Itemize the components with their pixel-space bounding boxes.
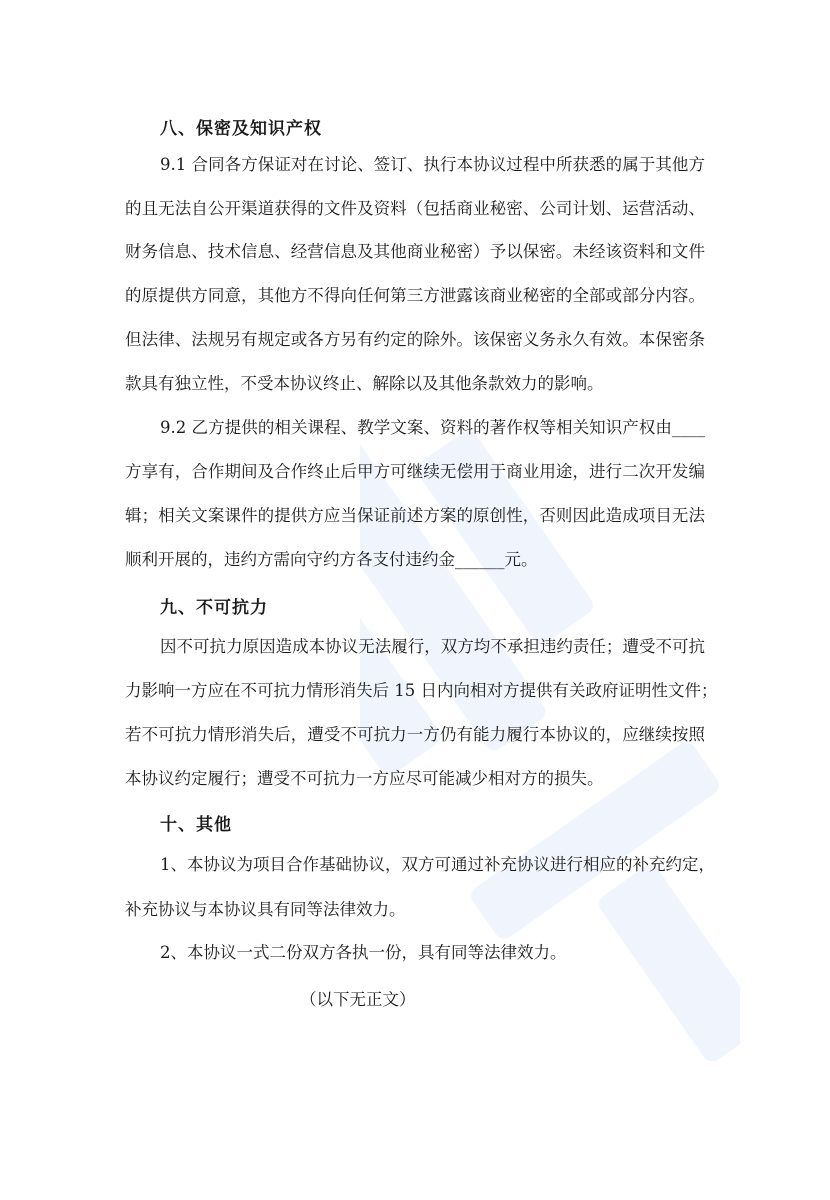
paragraph-line: 因不可抗力原因造成本协议无法履行，双方均不承担违约责任；遭受不可抗 — [160, 637, 705, 656]
section-heading-confidentiality: 八、保密及知识产权 — [160, 119, 322, 139]
paragraph-line: 顺利开展的，违约方需向守约方各支付违约金______元。 — [125, 550, 538, 569]
paragraph-line: 2、本协议一式二份双方各执一份，具有同等法律效力。 — [160, 943, 567, 962]
paragraph-line: 力影响一方应在不可抗力情形消失后 15 日内向相对方提供有关政府证明性文件； — [125, 681, 718, 700]
paragraph-line: 但法律、法规另有规定或各方另有约定的除外。该保密义务永久有效。本保密条 — [125, 330, 705, 349]
paragraph-line: 补充协议与本协议具有同等法律效力。 — [125, 900, 406, 919]
paragraph-line: 的且无法自公开渠道获得的文件及资料（包括商业秘密、公司计划、运营活动、 — [125, 199, 705, 218]
end-of-text-note: （以下无正文） — [300, 990, 416, 1009]
paragraph-line: 1、本协议为项目合作基础协议，双方可通过补充协议进行相应的补充约定， — [160, 855, 715, 874]
paragraph-line: 若不可抗力情形消失后，遭受不可抗力一方仍有能力履行本协议的，应继续按照 — [125, 725, 705, 744]
paragraph-line: 财务信息、技术信息、经营信息及其他商业秘密）予以保密。未经该资料和文件 — [125, 242, 705, 261]
paragraph-line: 方享有，合作期间及合作终止后甲方可继续无偿用于商业用途，进行二次开发编 — [125, 462, 705, 481]
section-heading-other: 十、其他 — [160, 815, 232, 835]
paragraph-line: 本协议约定履行；遭受不可抗力一方应尽可能减少相对方的损失。 — [125, 769, 604, 788]
paragraph-line: 的原提供方同意，其他方不得向任何第三方泄露该商业秘密的全部或部分内容。 — [125, 286, 705, 305]
paragraph-line: 9.1 合同各方保证对在讨论、签订、执行本协议过程中所获悉的属于其他方 — [160, 155, 705, 174]
paragraph-line: 款具有独立性，不受本协议终止、解除以及其他条款效力的影响。 — [125, 374, 604, 393]
paragraph-line: 辑；相关文案课件的提供方应当保证前述方案的原创性，否则因此造成项目无法 — [125, 506, 705, 525]
section-heading-force-majeure: 九、不可抗力 — [160, 598, 268, 618]
paragraph-line: 9.2 乙方提供的相关课程、教学文案、资料的著作权等相关知识产权由____ — [160, 418, 705, 437]
